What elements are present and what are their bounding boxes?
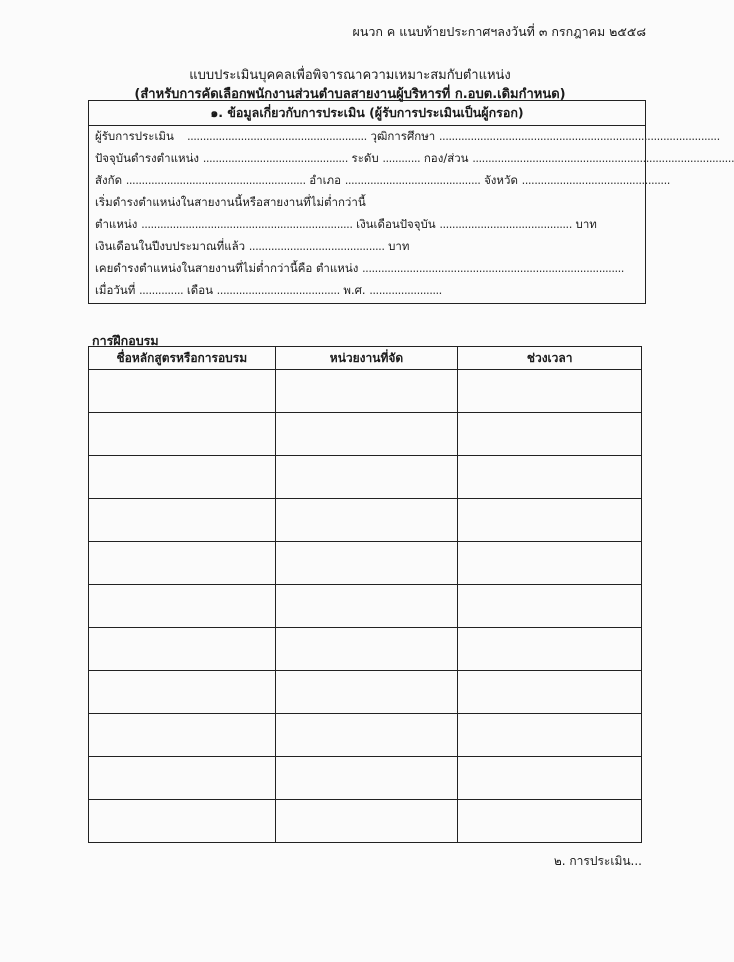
row-last-salary bbox=[95, 238, 409, 256]
course-cell[interactable] bbox=[89, 800, 276, 843]
period-cell[interactable] bbox=[458, 757, 642, 800]
col-period: ช่วงเวลา bbox=[458, 347, 642, 370]
district-field[interactable]: ........................................... bbox=[344, 173, 481, 187]
organizer-cell[interactable] bbox=[275, 542, 458, 585]
current-position-field[interactable]: .............................................. bbox=[202, 151, 348, 165]
table-row bbox=[89, 800, 642, 843]
continued-note: ๒. การประเมิน... bbox=[553, 854, 642, 868]
table-row bbox=[89, 757, 642, 800]
col-course-name: ชื่อหลักสูตรหรือการอบรม bbox=[89, 347, 276, 370]
position-label: ตำแหน่ง bbox=[95, 217, 138, 231]
organizer-cell[interactable] bbox=[275, 456, 458, 499]
since-day-label: เมื่อวันที่ bbox=[95, 283, 136, 297]
province-label: จังหวัด bbox=[484, 173, 518, 187]
affiliation-label: สังกัด bbox=[95, 173, 123, 187]
organizer-cell[interactable] bbox=[275, 714, 458, 757]
last-salary-label: เงินเดือนในปีงบประมาณที่แล้ว bbox=[95, 239, 246, 253]
table-row bbox=[89, 499, 642, 542]
current-salary-field[interactable]: .......................................... bbox=[439, 217, 572, 231]
period-cell[interactable] bbox=[458, 413, 642, 456]
organizer-cell[interactable] bbox=[275, 585, 458, 628]
last-salary-field[interactable]: ........................................... bbox=[248, 239, 385, 253]
course-cell[interactable] bbox=[89, 671, 276, 714]
education-label: วุฒิการศึกษา bbox=[370, 129, 436, 143]
row-salary bbox=[95, 216, 597, 234]
row-position bbox=[95, 150, 734, 168]
month-field[interactable]: ....................................... bbox=[216, 283, 340, 297]
previous-position-label: เคยดำรงตำแหน่งในสายงานที่ไม่ต่ำกว่านี้คือ ตำแหน่ง bbox=[95, 261, 359, 275]
baht-label: บาท bbox=[575, 217, 597, 231]
form-title: แบบประเมินบุคคลเพื่อพิจารณาความเหมาะสมกับตำแหน่ง bbox=[189, 68, 511, 83]
position-field[interactable]: ................................................................... bbox=[141, 217, 353, 231]
course-cell[interactable] bbox=[89, 413, 276, 456]
table-row bbox=[89, 370, 642, 413]
organizer-cell[interactable] bbox=[275, 671, 458, 714]
period-cell[interactable] bbox=[458, 800, 642, 843]
course-cell[interactable] bbox=[89, 714, 276, 757]
assessee-field[interactable]: ......................................................... bbox=[177, 129, 367, 143]
level-label: ระดับ bbox=[351, 151, 379, 165]
course-cell[interactable] bbox=[89, 585, 276, 628]
table-row bbox=[89, 413, 642, 456]
month-label: เดือน bbox=[186, 283, 213, 297]
table-row bbox=[89, 714, 642, 757]
row-assessee bbox=[95, 128, 720, 146]
training-header-row bbox=[89, 347, 642, 370]
organizer-cell[interactable] bbox=[275, 628, 458, 671]
current-position-label: ปัจจุบันดำรงตำแหน่ง bbox=[95, 151, 200, 165]
period-cell[interactable] bbox=[458, 456, 642, 499]
year-field[interactable]: ....................... bbox=[369, 283, 442, 297]
course-cell[interactable] bbox=[89, 499, 276, 542]
training-body bbox=[89, 370, 642, 843]
table-row bbox=[89, 628, 642, 671]
period-cell[interactable] bbox=[458, 628, 642, 671]
education-field[interactable]: ......................................................................................... bbox=[438, 129, 720, 143]
section1-heading: ๑. ข้อมูลเกี่ยวกับการประเมิน (ผู้รับการประเมินเป็นผู้กรอก) bbox=[89, 101, 645, 126]
affiliation-field[interactable]: ......................................................... bbox=[125, 173, 306, 187]
table-row bbox=[89, 456, 642, 499]
current-salary-label: เงินเดือนปัจจุบัน bbox=[356, 217, 436, 231]
division-label: กอง/ส่วน bbox=[423, 151, 469, 165]
division-field[interactable]: ................................................................................... bbox=[472, 151, 734, 165]
period-cell[interactable] bbox=[458, 585, 642, 628]
table-row bbox=[89, 585, 642, 628]
table-row bbox=[89, 671, 642, 714]
training-table bbox=[88, 346, 642, 843]
year-label: พ.ศ. bbox=[343, 283, 366, 297]
organizer-cell[interactable] bbox=[275, 413, 458, 456]
training-label: การฝึกอบรม bbox=[92, 333, 159, 348]
course-cell[interactable] bbox=[89, 456, 276, 499]
document-reference: ผนวก ค แนบท้ายประกาศฯลงวันที่ ๓ กรกฎาคม ๒๕๕๘ bbox=[352, 24, 646, 39]
course-cell[interactable] bbox=[89, 628, 276, 671]
table-row bbox=[89, 542, 642, 585]
organizer-cell[interactable] bbox=[275, 757, 458, 800]
row-since bbox=[95, 282, 442, 300]
period-cell[interactable] bbox=[458, 370, 642, 413]
period-cell[interactable] bbox=[458, 714, 642, 757]
organizer-cell[interactable] bbox=[275, 800, 458, 843]
started-label: เริ่มดำรงตำแหน่งในสายงานนี้หรือสายงานที่ไม่ต่ำกว่านี้ bbox=[95, 195, 366, 209]
form-subtitle: (สำหรับการคัดเลือกพนักงานส่วนตำบลสายงานผู้บริหารที่ ก.อบต.เดิมกำหนด) bbox=[134, 87, 566, 102]
row-previous-position bbox=[95, 260, 624, 278]
row-affiliation bbox=[95, 172, 670, 190]
course-cell[interactable] bbox=[89, 757, 276, 800]
district-label: อำเภอ bbox=[309, 173, 342, 187]
organizer-cell[interactable] bbox=[275, 499, 458, 542]
assessment-info-box bbox=[88, 100, 734, 304]
assessee-label: ผู้รับการประเมิน bbox=[95, 129, 174, 143]
col-organizer: หน่วยงานที่จัด bbox=[275, 347, 458, 370]
organizer-cell[interactable] bbox=[275, 370, 458, 413]
previous-position-field[interactable]: ................................................................................... bbox=[362, 261, 624, 275]
row-started bbox=[95, 194, 366, 212]
baht2-label: บาท bbox=[388, 239, 410, 253]
province-field[interactable]: ............................................... bbox=[521, 173, 670, 187]
period-cell[interactable] bbox=[458, 671, 642, 714]
course-cell[interactable] bbox=[89, 542, 276, 585]
period-cell[interactable] bbox=[458, 542, 642, 585]
level-field[interactable]: ............ bbox=[382, 151, 421, 165]
course-cell[interactable] bbox=[89, 370, 276, 413]
since-day-field[interactable]: .............. bbox=[138, 283, 184, 297]
period-cell[interactable] bbox=[458, 499, 642, 542]
